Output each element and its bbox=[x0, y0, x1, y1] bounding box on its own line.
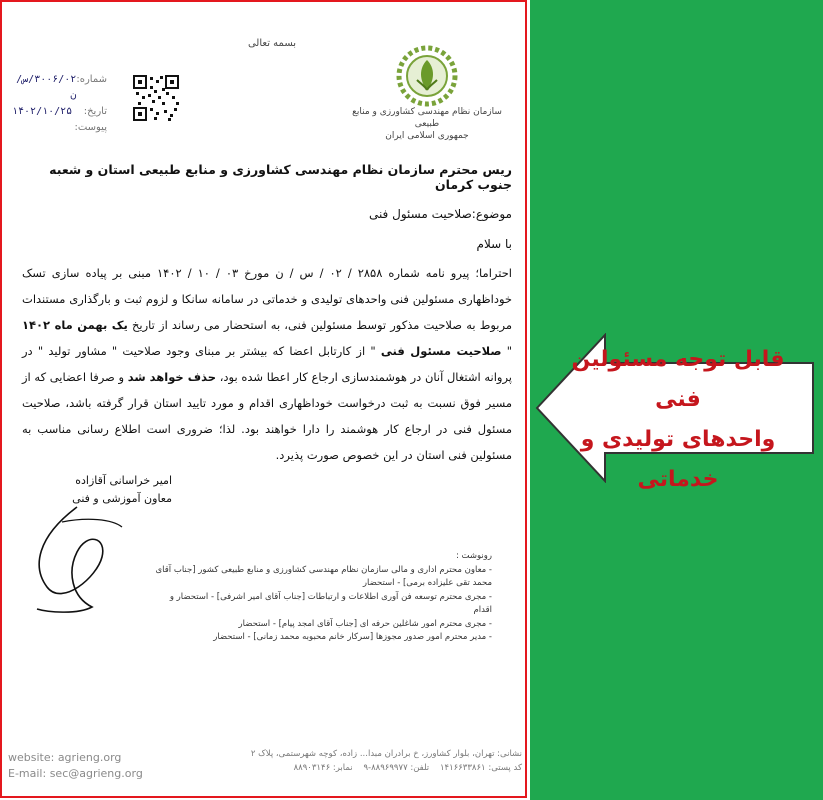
signer-title: معاون آموزشی و فنی bbox=[72, 492, 172, 505]
cc-item: - مجری محترم توسعه فن آوری اطلاعات و ارتباطات [جناب آقای امیر اشرفی] - استحضار و اقدام bbox=[169, 591, 492, 615]
footer-numbers bbox=[232, 761, 522, 775]
letter-metadata bbox=[12, 72, 107, 136]
footer-email: E-mail: sec@agrieng.org bbox=[8, 767, 143, 780]
cc-item: - مجری محترم امور شاغلین حرفه ای [جناب آقای امجد پیام] - استحضار bbox=[238, 618, 492, 629]
qr-code-icon bbox=[132, 74, 180, 122]
body-bold-qualification: صلاحیت مسئول فنی bbox=[380, 344, 502, 358]
footer-address-block bbox=[232, 747, 522, 775]
footer-fax: نمابر: ۸۸۹۰۳۱۴۶ bbox=[293, 763, 353, 773]
body-text-part1: احتراما؛ پیرو نامه شماره ۲۸۵۸ / ۰۲ / س / ن مورخ ۰۳ / ۱۰ / ۱۴۰۲ مبنی بر پیاده سازی تسک خوداظهاری مسئولین فنی واحدهای تولیدی و خدماتی در سامانه سانکا و لزوم ثبت و بارگذاری مستندات مربوط به صلاحیت مذکور توسط مسئولین فنی، به استحضار می رساند از تاریخ bbox=[22, 266, 513, 332]
letter-date-label: تاریخ: bbox=[83, 106, 107, 117]
body-text-part4: و صرفا اعضایی که از مسیر فوق نسبت به ثبت درخواست خوداظهاری اقدام و مورد تایید استان قرار گرفته باشد، صلاحیت مسئول فنی در ارجاع کار هوشمند را دارا خواهند بود. لذا؛ ضروری است اطلاع رسانی مناسب به مسئولین فنی استان در این خصوص صورت پذیرد. bbox=[22, 370, 512, 462]
organization-name-line1: سازمان نظام مهندسی کشاورزی و منابع طبیعی bbox=[352, 107, 502, 129]
body-text-part2: " bbox=[501, 344, 513, 358]
letter-greeting: با سلام bbox=[476, 237, 512, 251]
footer-postal-code: کد پستی: ۱۴۱۶۶۳۳۸۶۱ bbox=[439, 763, 522, 773]
callout-text bbox=[548, 340, 808, 500]
carbon-copy-list bbox=[152, 550, 492, 645]
letter-subject: موضوع:صلاحیت مسئول فنی bbox=[368, 207, 512, 221]
cc-item: - مدیر محترم امور صدور مجوزها [سرکار خانم محبوبه محمد زمانی] - استحضار bbox=[213, 632, 492, 642]
cc-label: رونوشت : bbox=[455, 551, 492, 561]
footer-website: website: agrieng.org bbox=[8, 751, 122, 764]
letter-body bbox=[22, 260, 512, 468]
callout-line2: واحدهای تولیدی و خدماتی bbox=[580, 427, 776, 492]
handwritten-signature-icon bbox=[17, 497, 127, 627]
organization-name-line2: جمهوری اسلامی ایران bbox=[385, 131, 469, 141]
callout-line1: قابل توجه مسئولین فنی bbox=[571, 347, 785, 412]
cc-item: - معاون محترم اداری و مالی سازمان نظام مهندسی کشاورزی و منابع طبیعی کشور [جناب آقای محمد تقی علیزاده برمی] - استحضار bbox=[155, 564, 492, 588]
body-text-part3: " از کارتابل اعضا که بیشتر بر مبنای وجود صلاحیت " مشاور تولید " در پروانه اشتغال آنان در هوشمندسازی ارجاع کار اعطا شده بود، bbox=[22, 344, 512, 384]
letter-number-row bbox=[12, 72, 107, 104]
letter-attachment-row bbox=[12, 120, 107, 136]
footer-contact-web bbox=[8, 750, 188, 782]
footer-phone: تلفن: ۸۸۹۶۹۹۷۷-۹ bbox=[363, 763, 430, 773]
letter-number-value: ۳۰۰۶/۰۲/س/ن bbox=[16, 74, 77, 101]
letter-recipient: ریس محترم سازمان نظام مهندسی کشاورزی و منابع طبیعی استان و شعبه جنوب کرمان bbox=[49, 162, 512, 192]
letter-number-label: شماره: bbox=[76, 74, 107, 85]
body-bold-removed: حذف خواهد شد bbox=[127, 370, 217, 384]
signer-name: امیر خراسانی آقازاده bbox=[75, 474, 172, 487]
organization-name bbox=[342, 106, 512, 142]
body-bold-date: یک بهمن ماه ۱۴۰۲ bbox=[22, 318, 128, 332]
letter-date-row bbox=[12, 104, 107, 120]
footer-address: نشانی: تهران، بلوار کشاورز، خ برادران مبدا... زاده، کوچه شهرستمی، پلاک ۲ bbox=[250, 749, 522, 759]
letter-date-value: ۱۴۰۲/۱۰/۲۵ bbox=[12, 106, 73, 117]
besmellah-text: بسمه تعالی bbox=[247, 38, 297, 49]
letter-attachment-label: پیوست: bbox=[74, 122, 107, 133]
